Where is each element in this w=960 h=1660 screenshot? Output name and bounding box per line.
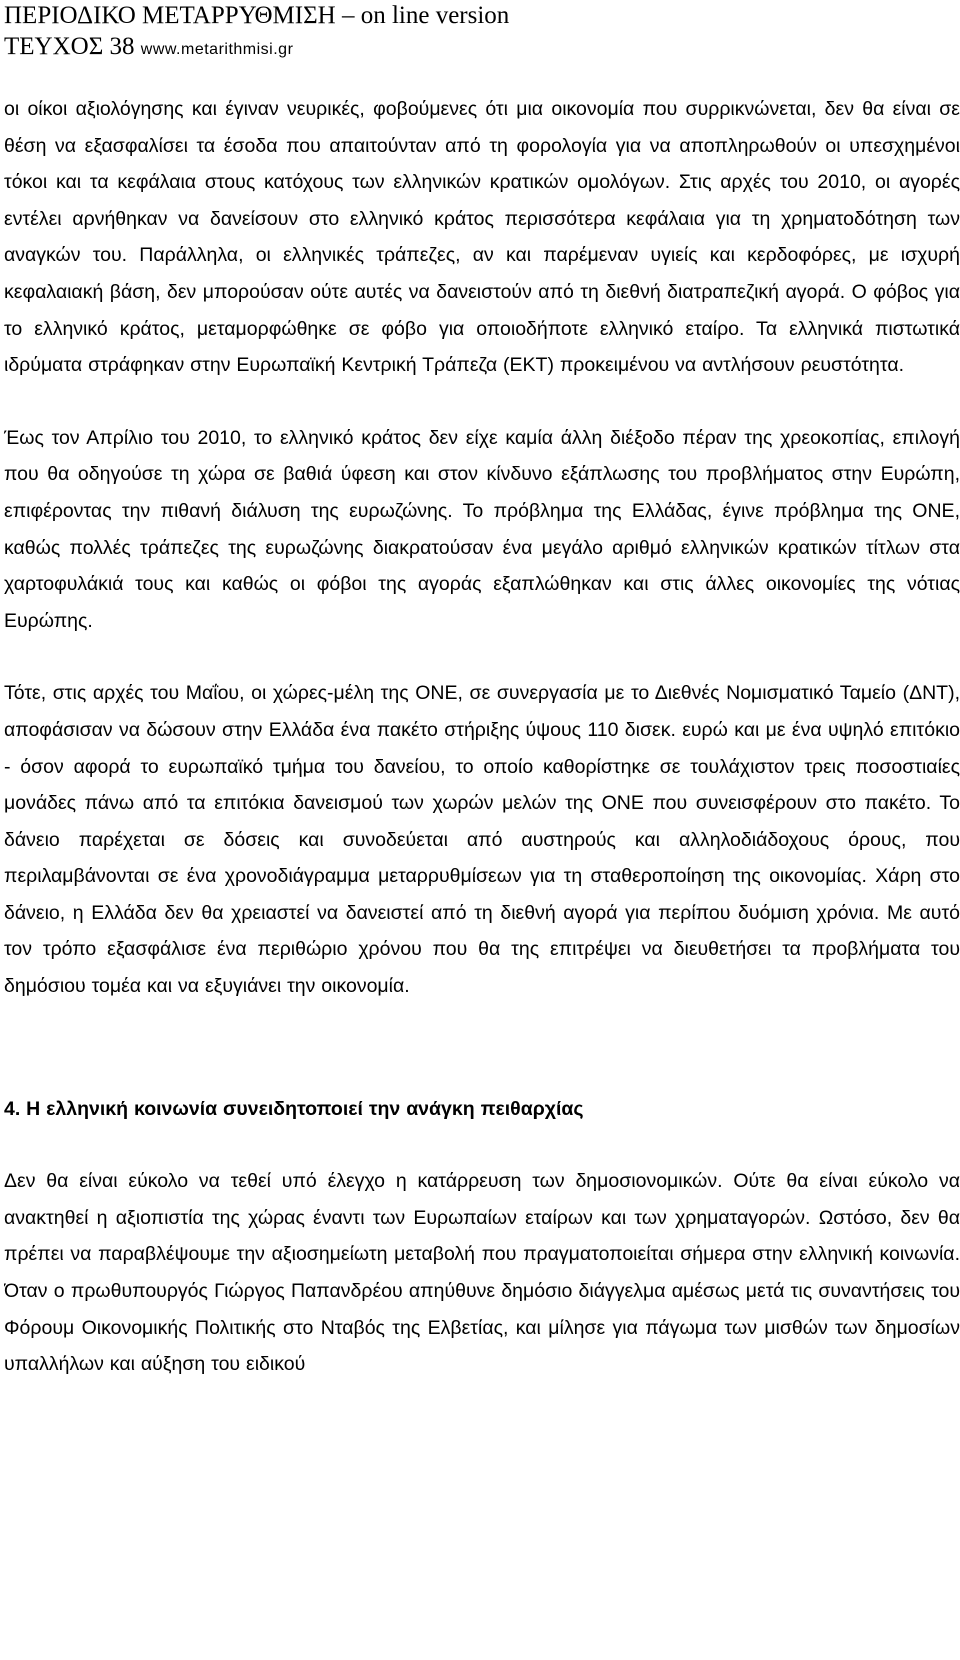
paragraph-2: Έως τον Απρίλιο του 2010, το ελληνικό κράτος δεν είχε καμία άλλη διέξοδο πέραν της χρεοκοπίας, επιλογή που θα οδηγούσε τη χώρα σε βαθιά ύφεση και στον κίνδυνο εξάπλωσης του προβλήματος στην Ευρώπη, επιφέροντας την πιθανή διάλυση της ευρωζώνης. Το πρόβλημα της Ελλάδας, έγινε πρόβλημα της ΟΝΕ, καθώς πολλές τράπεζες της ευρωζώνης διακρατούσαν ένα μεγάλο αριθμό ελληνικών κρατικών τίτλων στα χαρτοφυλάκιά τους και καθώς οι φόβοι της αγοράς εξαπλώθηκαν και στις άλλες οικονομίες της νότιας Ευρώπης. bbox=[4, 426, 960, 632]
issue-number: ΤΕΥΧΟΣ 38 bbox=[4, 33, 141, 60]
journal-title: ΠΕΡΙΟΔΙΚΟ ΜΕΤΑΡΡΥΘΜΙΣΗ – on line version bbox=[4, 2, 510, 29]
paragraph-4: Δεν θα είναι εύκολο να τεθεί υπό έλεγχο η κατάρρευση των δημοσιονομικών. Ούτε θα είναι εύκολο να ανακτηθεί η αξιοπιστία της χώρας έναντι των Ευρωπαίων εταίρων και των χρηματαγορών. Ωστόσο, δεν θα πρέπει να παραβλέψουμε την αξιοσημείωτη μεταβολή που πραγματοποιείται σήμερα στην ελληνική κοινωνία. Όταν ο πρωθυπουργός Γιώργος Παπανδρέου απηύθυνε δημόσιο διάγγελμα αμέσως μετά τις συναντήσεις του Φόρουμ Οικονομικής Πολιτικής στο Νταβός της Ελβετίας, και μίλησε για πάγωμα των μισθών των δημοσίων υπαλλήλων και αύξηση του ειδικού bbox=[4, 1170, 960, 1376]
issue-line bbox=[4, 31, 944, 65]
paragraph-3: Τότε, στις αρχές του Μαΐου, οι χώρες-μέλη της ΟΝΕ, σε συνεργασία με το Διεθνές Νομισματικό Ταμείο (ΔΝΤ), αποφάσισαν να δώσουν στην Ελλάδα ένα πακέτο στήριξης ύψους 110 δισεκ. ευρώ και με ένα υψηλό επιτόκιο - όσον αφορά το ευρωπαϊκό τμήμα του δανείου, το οποίο καθορίστηκε σε τουλάχιστον τρεις ποσοστιαίες μονάδες πάνω από τα επιτόκια δανεισμού των χωρών μελών της ΟΝΕ που συνεισφέρουν στο πακέτο. Το δάνειο παρέχεται σε δόσεις και συνοδεύεται από αυστηρούς και αλληλοδιάδοχους όρους, που περιλαμβάνονται σε ένα χρονοδιάγραμμα μεταρρυθμίσεων για τη σταθεροποίηση της οικονομίας. Χάρη στο δάνειο, η Ελλάδα δεν θα χρειαστεί να δανειστεί από τη διεθνή αγορά για περίπου δυόμιση χρόνια. Με αυτό τον τρόπο εξασφάλισε ένα περιθώριο χρόνου που θα της επιτρέψει να διευθετήσει τα προβλήματα του δημόσιου τομέα και να εξυγιάνει την οικονομία. bbox=[4, 682, 960, 998]
document-body bbox=[4, 91, 960, 1383]
section-heading: 4. Η ελληνική κοινωνία συνειδητοποιεί την ανάγκη πειθαρχίας bbox=[4, 1097, 584, 1120]
website-link[interactable]: www.metarithmisi.gr bbox=[140, 41, 294, 58]
paragraph-1: οι οίκοι αξιολόγησης και έγιναν νευρικές, φοβούμενες ότι μια οικονομία που συρρικνώνεται, δεν θα είναι σε θέση να εξασφαλίσει τα έσοδα που απαιτούνταν από τη φορολογία για να αποπληρωθούν οι υπεσχημένοι τόκοι και τα κεφάλαια στους κατόχους των ελληνικών κρατικών ομολόγων. Στις αρχές του 2010, οι αγορές εντέλει αρνήθηκαν να δανείσουν στο ελληνικό κράτος περισσότερα κεφάλαια για τη χρηματοδότηση των αναγκών του. Παράλληλα, οι ελληνικές τράπεζες, αν και παρέμεναν υγιείς και κερδοφόρες, με ισχυρή κεφαλαιακή βάση, δεν μπορούσαν ούτε αυτές να δανειστούν από τη διεθνή διατραπεζική αγορά. Ο φόβος για το ελληνικό κράτος, μεταμορφώθηκε σε φόβο για οποιοδήποτε ελληνικό εταίρο. Τα ελληνικά πιστωτικά ιδρύματα στράφηκαν στην Ευρωπαϊκή Κεντρική Τράπεζα (ΕΚΤ) προκειμένου να αντλήσουν ρευστότητα. bbox=[4, 98, 960, 377]
page-header bbox=[4, 0, 944, 65]
